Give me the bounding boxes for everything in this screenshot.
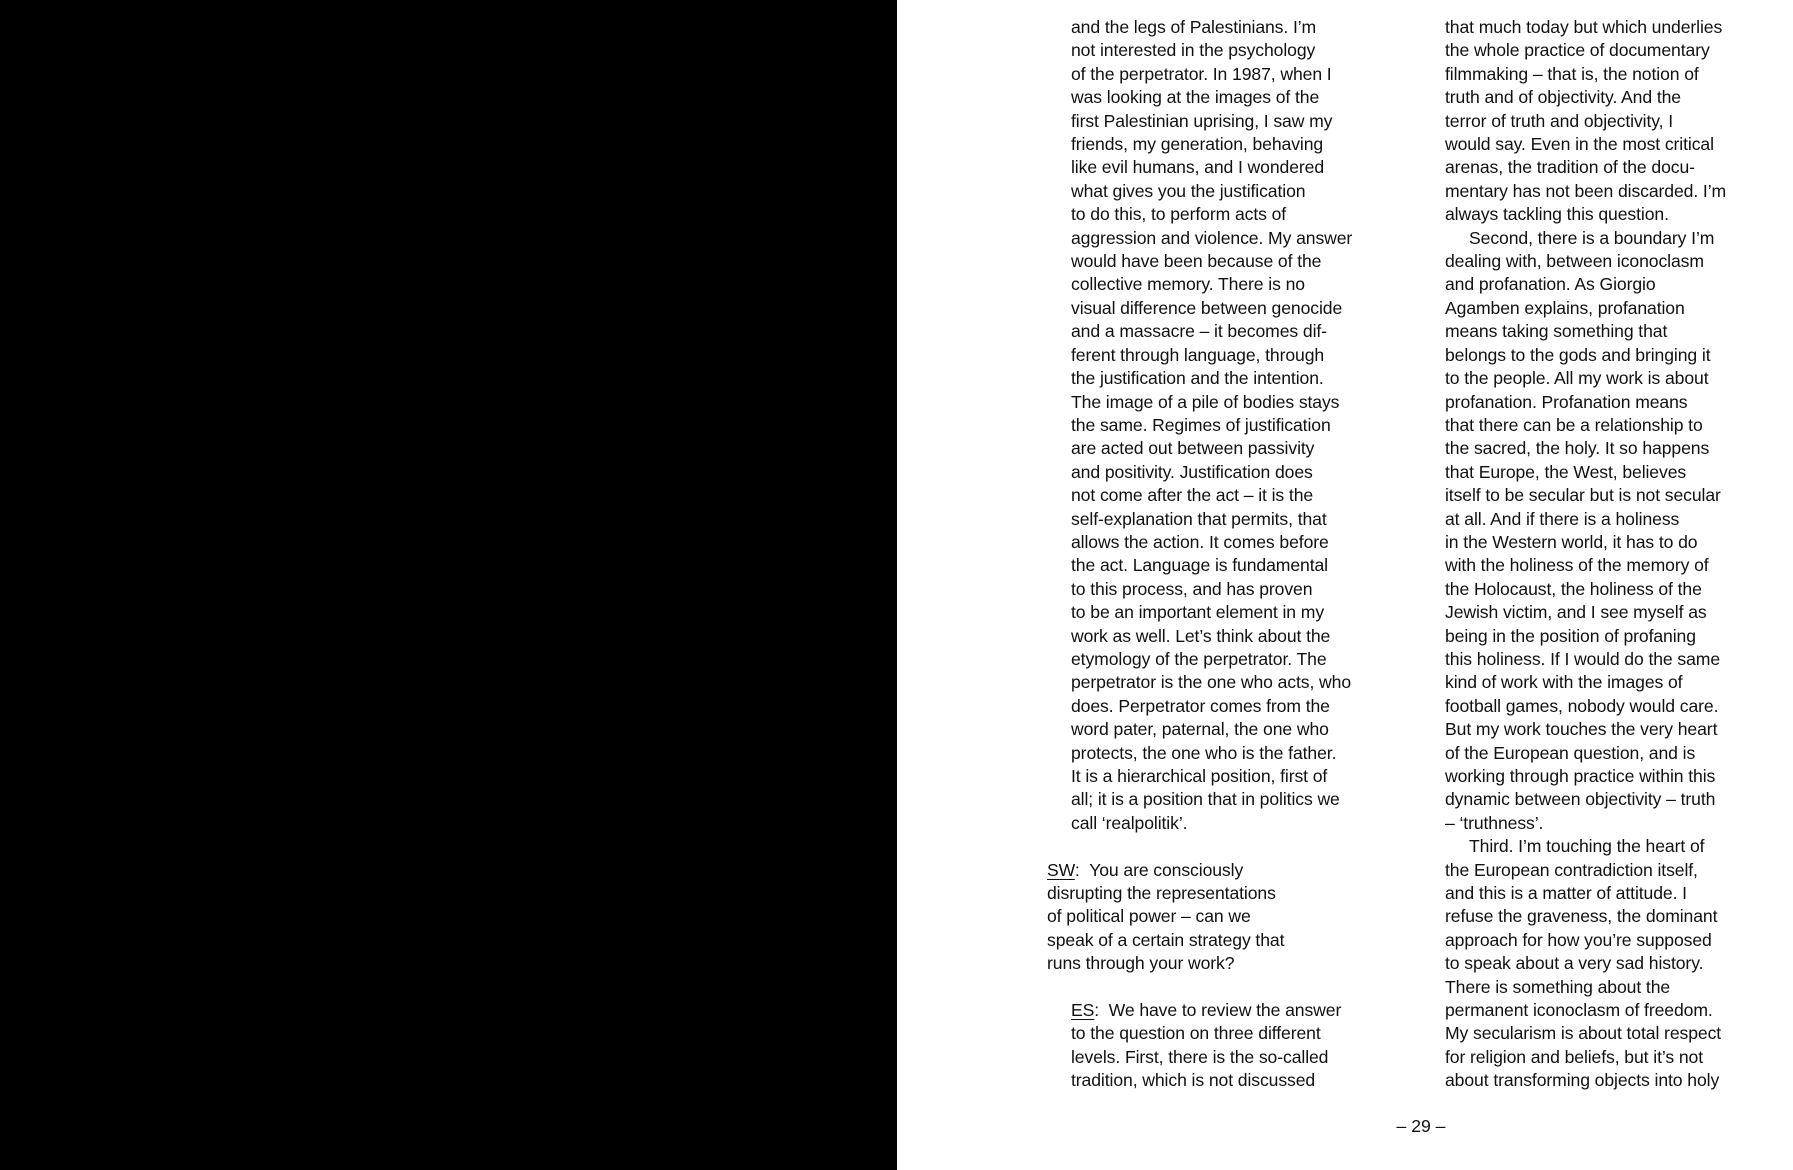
question-line: of political power – can we	[1047, 906, 1251, 927]
paragraph-line: means taking something that	[1445, 321, 1668, 342]
paragraph-line: being in the position of profaning	[1445, 625, 1696, 646]
paragraph-line: itself to be secular but is not secular	[1445, 485, 1721, 506]
paragraph-line: It is a hierarchical position, first of	[1071, 766, 1328, 786]
paragraph-line: what gives you the justification	[1071, 180, 1306, 201]
paragraph-line: word pater, paternal, the one who	[1071, 719, 1329, 740]
paragraph-line: kind of work with the images of	[1445, 672, 1683, 693]
question-line: runs through your work?	[1047, 953, 1235, 974]
paragraph-line: But my work touches the very heart	[1445, 719, 1718, 740]
paragraph-line: There is something about the	[1445, 976, 1671, 997]
answer-line: to the question on three different	[1071, 1023, 1321, 1044]
paragraph-line: would say. Even in the most critical	[1445, 134, 1714, 155]
paragraph-line: protects, the one who is the father.	[1071, 742, 1337, 763]
paragraph-line: the same. Regimes of justification	[1071, 414, 1331, 435]
paragraph-line: to be an important element in my	[1071, 602, 1325, 623]
paragraph-line: working through practice within this	[1445, 766, 1716, 786]
paragraph-line: friends, my generation, behaving	[1071, 134, 1324, 155]
paragraph-line: the act. Language is fundamental	[1071, 555, 1328, 576]
paragraph-line: for religion and beliefs, but it’s not	[1445, 1046, 1703, 1067]
answer-first-line: ES: We have to review the answer	[1071, 1000, 1342, 1021]
paragraph-line: truth and of objectivity. And the	[1445, 87, 1681, 108]
page-number: – 29 –	[1396, 1116, 1446, 1136]
answer-paragraph	[1047, 999, 1367, 1093]
paragraph-line: was looking at the images of the	[1071, 87, 1320, 108]
paragraph-line: not come after the act – it is the	[1071, 485, 1314, 506]
paragraph-line: visual difference between genocide	[1071, 297, 1343, 318]
paragraph-line: ferent through language, through	[1071, 344, 1325, 365]
left-text-column	[1047, 16, 1367, 1093]
paragraph-line: Jewish victim, and I see myself as	[1445, 602, 1707, 623]
text-page	[897, 0, 1793, 1170]
paragraph-line: are acted out between passivity	[1071, 438, 1315, 459]
answer-line: levels. First, there is the so-called	[1071, 1046, 1329, 1067]
paragraph-line: to speak about a very sad history.	[1445, 953, 1704, 974]
paragraph-line: about transforming objects into holy	[1445, 1070, 1720, 1091]
paragraph-line: the European contradiction itself,	[1445, 859, 1698, 880]
paragraph-line: profanation. Profanation means	[1445, 391, 1688, 412]
paragraph-line: and positivity. Justification does	[1071, 461, 1313, 482]
question-line: speak of a certain strategy that	[1047, 929, 1285, 950]
paragraph-line: first Palestinian uprising, I saw my	[1071, 110, 1333, 131]
paragraph-line: approach for how you’re supposed	[1445, 929, 1712, 950]
paragraph-line: not interested in the psychology	[1071, 40, 1316, 61]
paragraph-line: the justification and the intention.	[1071, 368, 1324, 389]
paragraph-line: permanent iconoclasm of freedom.	[1445, 1000, 1713, 1021]
paragraph-line: the sacred, the holy. It so happens	[1445, 438, 1710, 459]
paragraph-line: terror of truth and objectivity, I	[1445, 110, 1674, 131]
paragraph-line: belongs to the gods and bringing it	[1445, 344, 1711, 365]
paragraph-line: like evil humans, and I wondered	[1071, 157, 1325, 178]
paragraph-line: self-explanation that permits, that	[1071, 508, 1327, 529]
speaker-label-es: ES	[1071, 1000, 1095, 1021]
paragraph-line: does. Perpetrator comes from the	[1071, 695, 1330, 716]
question-paragraph	[1047, 859, 1367, 976]
paragraph-line: My secularism is about total respect	[1445, 1023, 1722, 1044]
paragraph-line: with the holiness of the memory of	[1445, 555, 1709, 576]
paragraph-line: of the European question, and is	[1445, 742, 1696, 763]
paragraph-line: The image of a pile of bodies stays	[1071, 391, 1340, 412]
right-text-column	[1445, 16, 1765, 1093]
question-line: disrupting the representations	[1047, 883, 1276, 904]
question-first-line: SW: You are consciously	[1047, 859, 1244, 880]
paragraph-line: to this process, and has proven	[1071, 578, 1313, 599]
paragraph-line: arenas, the tradition of the docu-	[1445, 157, 1695, 178]
paragraph-line: call ‘realpolitik’.	[1071, 812, 1188, 833]
paragraph-line: that Europe, the West, believes	[1445, 461, 1687, 482]
paragraph-line: of the perpetrator. In 1987, when I	[1071, 63, 1332, 84]
paragraph-line: and the legs of Palestinians. I’m	[1071, 17, 1317, 37]
question-line: You are consciously	[1089, 859, 1244, 880]
paragraph-line: and profanation. As Giorgio	[1445, 274, 1656, 295]
speaker-label-sw: SW	[1047, 859, 1075, 880]
paragraph-first-line: Second, there is a boundary I’m	[1469, 227, 1715, 248]
paragraph-line: work as well. Let’s think about the	[1071, 625, 1331, 646]
paragraph-line: to do this, to perform acts of	[1071, 204, 1287, 225]
paragraph-line: football games, nobody would care.	[1445, 695, 1719, 716]
paragraph-line: aggression and violence. My answer	[1071, 227, 1353, 248]
paragraph-line: this holiness. If I would do the same	[1445, 648, 1721, 669]
paragraph-line: the whole practice of documentary	[1445, 40, 1710, 61]
paragraph-line: dynamic between objectivity – truth	[1445, 789, 1716, 810]
paragraph-line: mentary has not been discarded. I’m	[1445, 180, 1727, 201]
paragraph-line: that much today but which underlies	[1445, 17, 1723, 37]
paragraph-line: – ‘truthness’.	[1445, 812, 1544, 833]
paragraph-line: in the Western world, it has to do	[1445, 531, 1698, 552]
paragraph-line: collective memory. There is no	[1071, 274, 1305, 295]
paragraph-line: that there can be a relationship to	[1445, 414, 1703, 435]
paragraph-line: filmmaking – that is, the notion of	[1445, 63, 1699, 84]
paragraph-line: etymology of the perpetrator. The	[1071, 648, 1327, 669]
paragraph-line: at all. And if there is a holiness	[1445, 508, 1680, 529]
paragraph-line: Agamben explains, profanation	[1445, 297, 1685, 318]
paragraph-first-line: Third. I’m touching the heart of	[1469, 836, 1705, 857]
paragraph-line: dealing with, between iconoclasm	[1445, 251, 1704, 272]
paragraph-line: and a massacre – it becomes dif-	[1071, 321, 1327, 342]
paragraph-line: perpetrator is the one who acts, who	[1071, 672, 1352, 693]
paragraph-line: refuse the graveness, the dominant	[1445, 906, 1718, 927]
paragraph-line: always tackling this question.	[1445, 204, 1669, 225]
paragraph-line: would have been because of the	[1071, 251, 1322, 272]
paragraph-line: the Holocaust, the holiness of the	[1445, 578, 1702, 599]
paragraph-line: all; it is a position that in politics we	[1071, 789, 1340, 810]
answer-line: tradition, which is not discussed	[1071, 1070, 1316, 1091]
paragraph-line: allows the action. It comes before	[1071, 531, 1329, 552]
answer-continuation-paragraph	[1047, 16, 1367, 835]
paragraph-line: and this is a matter of attitude. I	[1445, 883, 1687, 904]
answer-line: We have to review the answer	[1108, 1000, 1342, 1021]
paragraph-line: to the people. All my work is about	[1445, 368, 1709, 389]
